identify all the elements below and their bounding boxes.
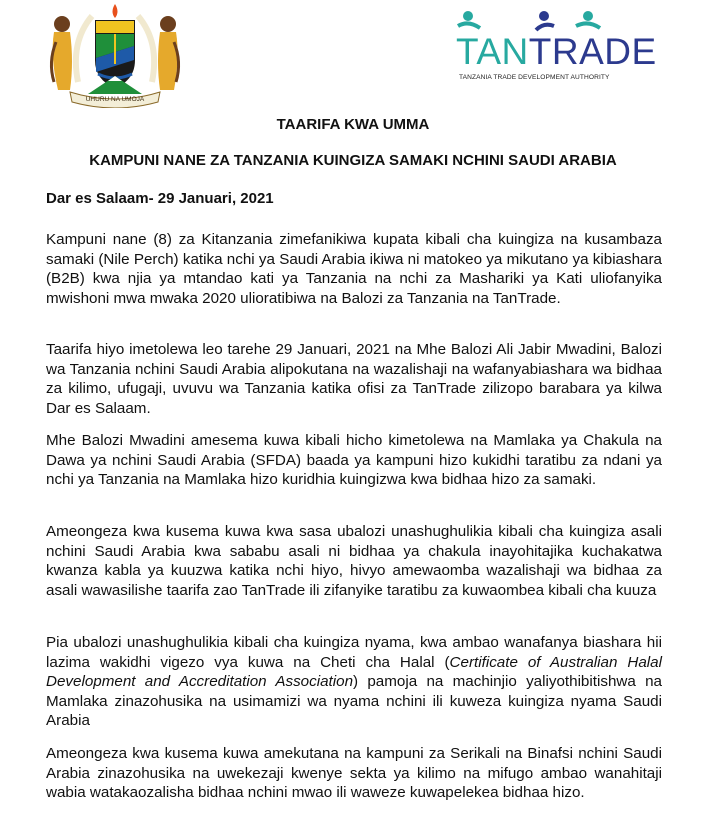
- dateline: Dar es Salaam- 29 Januari, 2021: [46, 190, 274, 207]
- certificate-name: Certificate of Australian Halal Development and Accreditation Association: [46, 653, 662, 690]
- logo-wordmark: TANTRADE: [456, 31, 657, 72]
- document-heading: TAARIFA KWA UMMA: [276, 116, 430, 133]
- paragraph: Ameongeza kwa kusema kuwa amekutana na kampuni za Serikali na Binafsi nchini Saudi Arabia zinazohusika na uwekezaji kwenye sekta ya kilimo na mifugo ambao wanahitaji wabia watakaozalisha bidhaa nchini mwao ili waweze kuwapelekea bidhaa hizo.: [46, 745, 662, 801]
- paragraph: Kampuni nane (8) za Kitanzania zimefanikiwa kupata kibali cha kuingiza na kusambaza samaki (Nile Perch) katika nchi ya Saudi Arabia ikiwa ni matokeo ya mikutano ya kibiashara (B2B) kwa njia ya mtandao kati ya Tanzania na nchi za Mashariki ya Kati uliofanyika mwishoni mwa mwaka 2020 ulioratibiwa na Balozi za Tanzania na TanTrade.: [46, 231, 662, 307]
- paragraph: Ameongeza kwa kusema kuwa kwa sasa ubalozi unashughulikia kibali cha kuingiza asali nchini Saudi Arabia kwa sababu asali ni bidhaa ya chakula inayohitajika kuchakatwa kwanza kabla ya kuuzwa katika nchi hiyo, hivyo amewaomba wazalishaji wa bidhaa za asali wawasilishe taarifa zao TanTrade ili zifanyike taratibu za kuwaombea kibali cha kuuza: [46, 523, 662, 599]
- paragraph-text: Pia ubalozi unashughulikia kibali cha kuingiza nyama, kwa ambao wanafanya biashara hii lazima wakidhi vigezo vya kuwa na Cheti cha Halal (: [46, 634, 662, 671]
- logo-subtitle: TANZANIA TRADE DEVELOPMENT AUTHORITY: [459, 74, 610, 81]
- paragraph: Mhe Balozi Mwadini amesema kuwa kibali hicho kimetolewa na Mamlaka ya Chakula na Dawa ya nchini Saudi Arabia (SFDA) baada ya kampuni hizo kukidhi taratibu za ndani ya nchi ya Tanzania na Mamlaka hizo kuridhia kuingizwa kwa bidhaa hizo za samaki.: [46, 432, 662, 488]
- coat-of-arms-icon: [40, 2, 190, 108]
- document-title: KAMPUNI NANE ZA TANZANIA KUINGIZA SAMAKI NCHINI SAUDI ARABIA: [89, 152, 617, 169]
- paragraph: Taarifa hiyo imetolewa leo tarehe 29 Januari, 2021 na Mhe Balozi Ali Jabir Mwadini, Balozi wa Tanzania nchini Saudi Arabia alipokutana na wazalishaji na wafanyabiashara wa bidhaa za kilimo, ufugaji, uvuvu wa Tanzania katika ofisi za TanTrade zilizopo barabara ya kilwa Dar es Salaam.: [46, 341, 662, 417]
- svg-text:UHURU NA UMOJA: UHURU NA UMOJA: [85, 96, 145, 103]
- paragraph: [46, 633, 662, 731]
- letterhead: [0, 0, 706, 103]
- paragraph-text: ) pamoja na machinjio yaliyothibitishwa na Mamlaka zinazohusika na usimamizi wa nyama nchini ili kuweza kuingiza nyama Saudi Arabia: [46, 673, 662, 729]
- tantrade-logo: [456, 10, 657, 90]
